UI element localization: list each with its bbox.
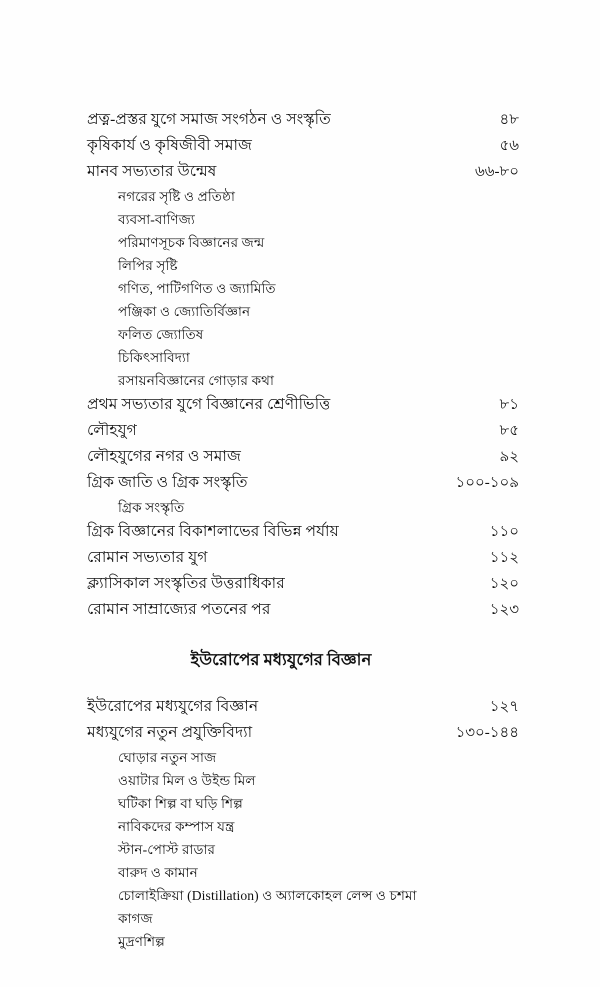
toc-entry-title: প্রত্ন-প্রস্তর যুগে সমাজ সংগঠন ও সংস্কৃতি: [87, 111, 331, 128]
toc-entry-title: রোমান সাম্রাজ্যের পতনের পর: [87, 601, 271, 618]
toc-entry-title: লৌহযুগ: [87, 422, 137, 439]
toc-entry-title: প্রথম সভ্যতার যুগে বিজ্ঞানের শ্রেণীভিত্তি: [87, 396, 331, 413]
toc-sub-entry[interactable]: [87, 907, 519, 930]
toc-entry-title: লৌহযুগের নগর ও সমাজ: [87, 448, 241, 465]
toc-entry-title: পরিমাণসূচক বিজ্ঞানের জন্ম: [118, 235, 265, 250]
toc-entry[interactable]: [87, 444, 519, 470]
toc-entry-page-number: ৯২: [499, 449, 519, 465]
toc-sub-entry[interactable]: [87, 254, 519, 277]
toc-entry-title: ওয়াটার মিল ও উইন্ড মিল: [118, 773, 256, 788]
toc-entry[interactable]: [87, 133, 519, 159]
toc-entry[interactable]: [87, 470, 519, 496]
toc-entry[interactable]: [87, 694, 519, 720]
toc-sub-entry[interactable]: [87, 277, 519, 300]
toc-entry-list-top: [87, 107, 519, 623]
toc-entry-title: কাগজ: [118, 911, 153, 926]
toc-entry-title: ইউরোপের মধ্যযুগের বিজ্ঞান: [87, 698, 259, 715]
toc-entry-page-number: ৪৮: [499, 112, 519, 128]
toc-sub-entry[interactable]: [87, 746, 519, 769]
toc-entry-title: নগরের সৃষ্টি ও প্রতিষ্ঠা: [118, 189, 235, 204]
toc-entry-page-number: ১২৭: [489, 699, 519, 715]
toc-entry-title: লিপির সৃষ্টি: [118, 258, 178, 273]
toc-entry-list-bottom: [87, 694, 519, 953]
toc-sub-entry[interactable]: [87, 769, 519, 792]
toc-entry-title: ক্ল্যাসিকাল সংস্কৃতির উত্তরাধিকার: [87, 575, 285, 592]
toc-entry-title: স্টান-পোস্ট রাডার: [118, 842, 216, 857]
toc-sub-entry[interactable]: [87, 861, 519, 884]
toc-entry-title: ঘটিকা শিল্প বা ঘড়ি শিল্প: [118, 796, 243, 811]
toc-entry-title: মধ্যযুগের নতুন প্রযুক্তিবিদ্যা: [87, 724, 253, 741]
toc-entry[interactable]: [87, 720, 519, 746]
toc-sub-entry[interactable]: [87, 838, 519, 861]
toc-entry-title: গ্রিক বিজ্ঞানের বিকাশলাভের বিভিন্ন পর্যায়: [87, 523, 339, 540]
toc-sub-entry[interactable]: [87, 300, 519, 323]
toc-sub-entry[interactable]: [87, 208, 519, 231]
toc-entry-title: বারুদ ও কামান: [118, 865, 198, 880]
toc-entry-page-number: ৮৫: [499, 423, 519, 439]
toc-sub-entry[interactable]: [87, 815, 519, 838]
toc-entry-title: কৃষিকার্য ও কৃষিজীবী সমাজ: [87, 137, 253, 154]
toc-entry[interactable]: [87, 107, 519, 133]
toc-entry-title: নাবিকদের কম্পাস যন্ত্র: [118, 819, 235, 834]
section-heading: ইউরোপের মধ্যযুগের বিজ্ঞান: [190, 650, 372, 669]
toc-entry-title: মুদ্রণশিল্প: [118, 934, 165, 949]
toc-sub-entry[interactable]: [87, 884, 519, 907]
toc-entry-page-number: ১০০-১০৯: [455, 475, 519, 491]
toc-entry-title: রসায়নবিজ্ঞানের গোড়ার কথা: [118, 373, 275, 388]
toc-sub-entry[interactable]: [87, 231, 519, 254]
table-of-contents: [87, 107, 519, 953]
toc-entry[interactable]: [87, 519, 519, 545]
toc-entry[interactable]: [87, 392, 519, 418]
spacer: [87, 623, 519, 647]
toc-sub-entry[interactable]: [87, 792, 519, 815]
toc-entry-page-number: ৬৬-৮০: [475, 164, 519, 180]
toc-sub-entry[interactable]: [87, 496, 519, 519]
toc-entry-page-number: ৫৬: [499, 138, 519, 154]
toc-sub-entry[interactable]: [87, 930, 519, 953]
toc-sub-entry[interactable]: [87, 369, 519, 392]
toc-entry[interactable]: [87, 571, 519, 597]
spacer: [87, 673, 519, 694]
toc-entry-page-number: ১১০: [489, 524, 519, 540]
toc-entry-title: ঘোড়ার নতুন সাজ: [118, 750, 217, 765]
toc-entry[interactable]: [87, 159, 519, 185]
toc-entry-title: চোলাইক্রিয়া (Distillation) ও অ্যালকোহল লেন্স ও চশমা: [118, 888, 417, 903]
toc-entry-title: ব্যবসা-বাণিজ্য: [118, 212, 195, 227]
toc-entry[interactable]: [87, 418, 519, 444]
toc-entry-title: গণিত, পাটিগণিত ও জ্যামিতি: [118, 281, 276, 296]
toc-entry-page-number: ৮১: [499, 397, 519, 413]
toc-entry-page-number: ১২০: [489, 576, 519, 592]
toc-sub-entry[interactable]: [87, 185, 519, 208]
toc-entry-title: মানব সভ্যতার উন্মেষ: [87, 163, 217, 180]
toc-entry[interactable]: [87, 545, 519, 571]
toc-sub-entry[interactable]: [87, 346, 519, 369]
toc-sub-entry[interactable]: [87, 323, 519, 346]
toc-entry-title: রোমান সভ্যতার যুগ: [87, 549, 208, 566]
toc-entry-title: চিকিৎসাবিদ্যা: [118, 350, 190, 365]
toc-entry-title: পঞ্জিকা ও জ্যোতির্বিজ্ঞান: [118, 304, 251, 319]
toc-entry-title: ফলিত জ্যোতিষ: [118, 327, 204, 342]
toc-entry-title: গ্রিক সংস্কৃতি: [118, 500, 185, 515]
toc-entry-page-number: ১১২: [489, 550, 519, 566]
toc-entry[interactable]: [87, 597, 519, 623]
toc-entry-page-number: ১২৩: [489, 602, 519, 618]
toc-entry-title: গ্রিক জাতি ও গ্রিক সংস্কৃতি: [87, 474, 248, 491]
toc-entry-page-number: ১৩০-১৪৪: [455, 725, 519, 741]
